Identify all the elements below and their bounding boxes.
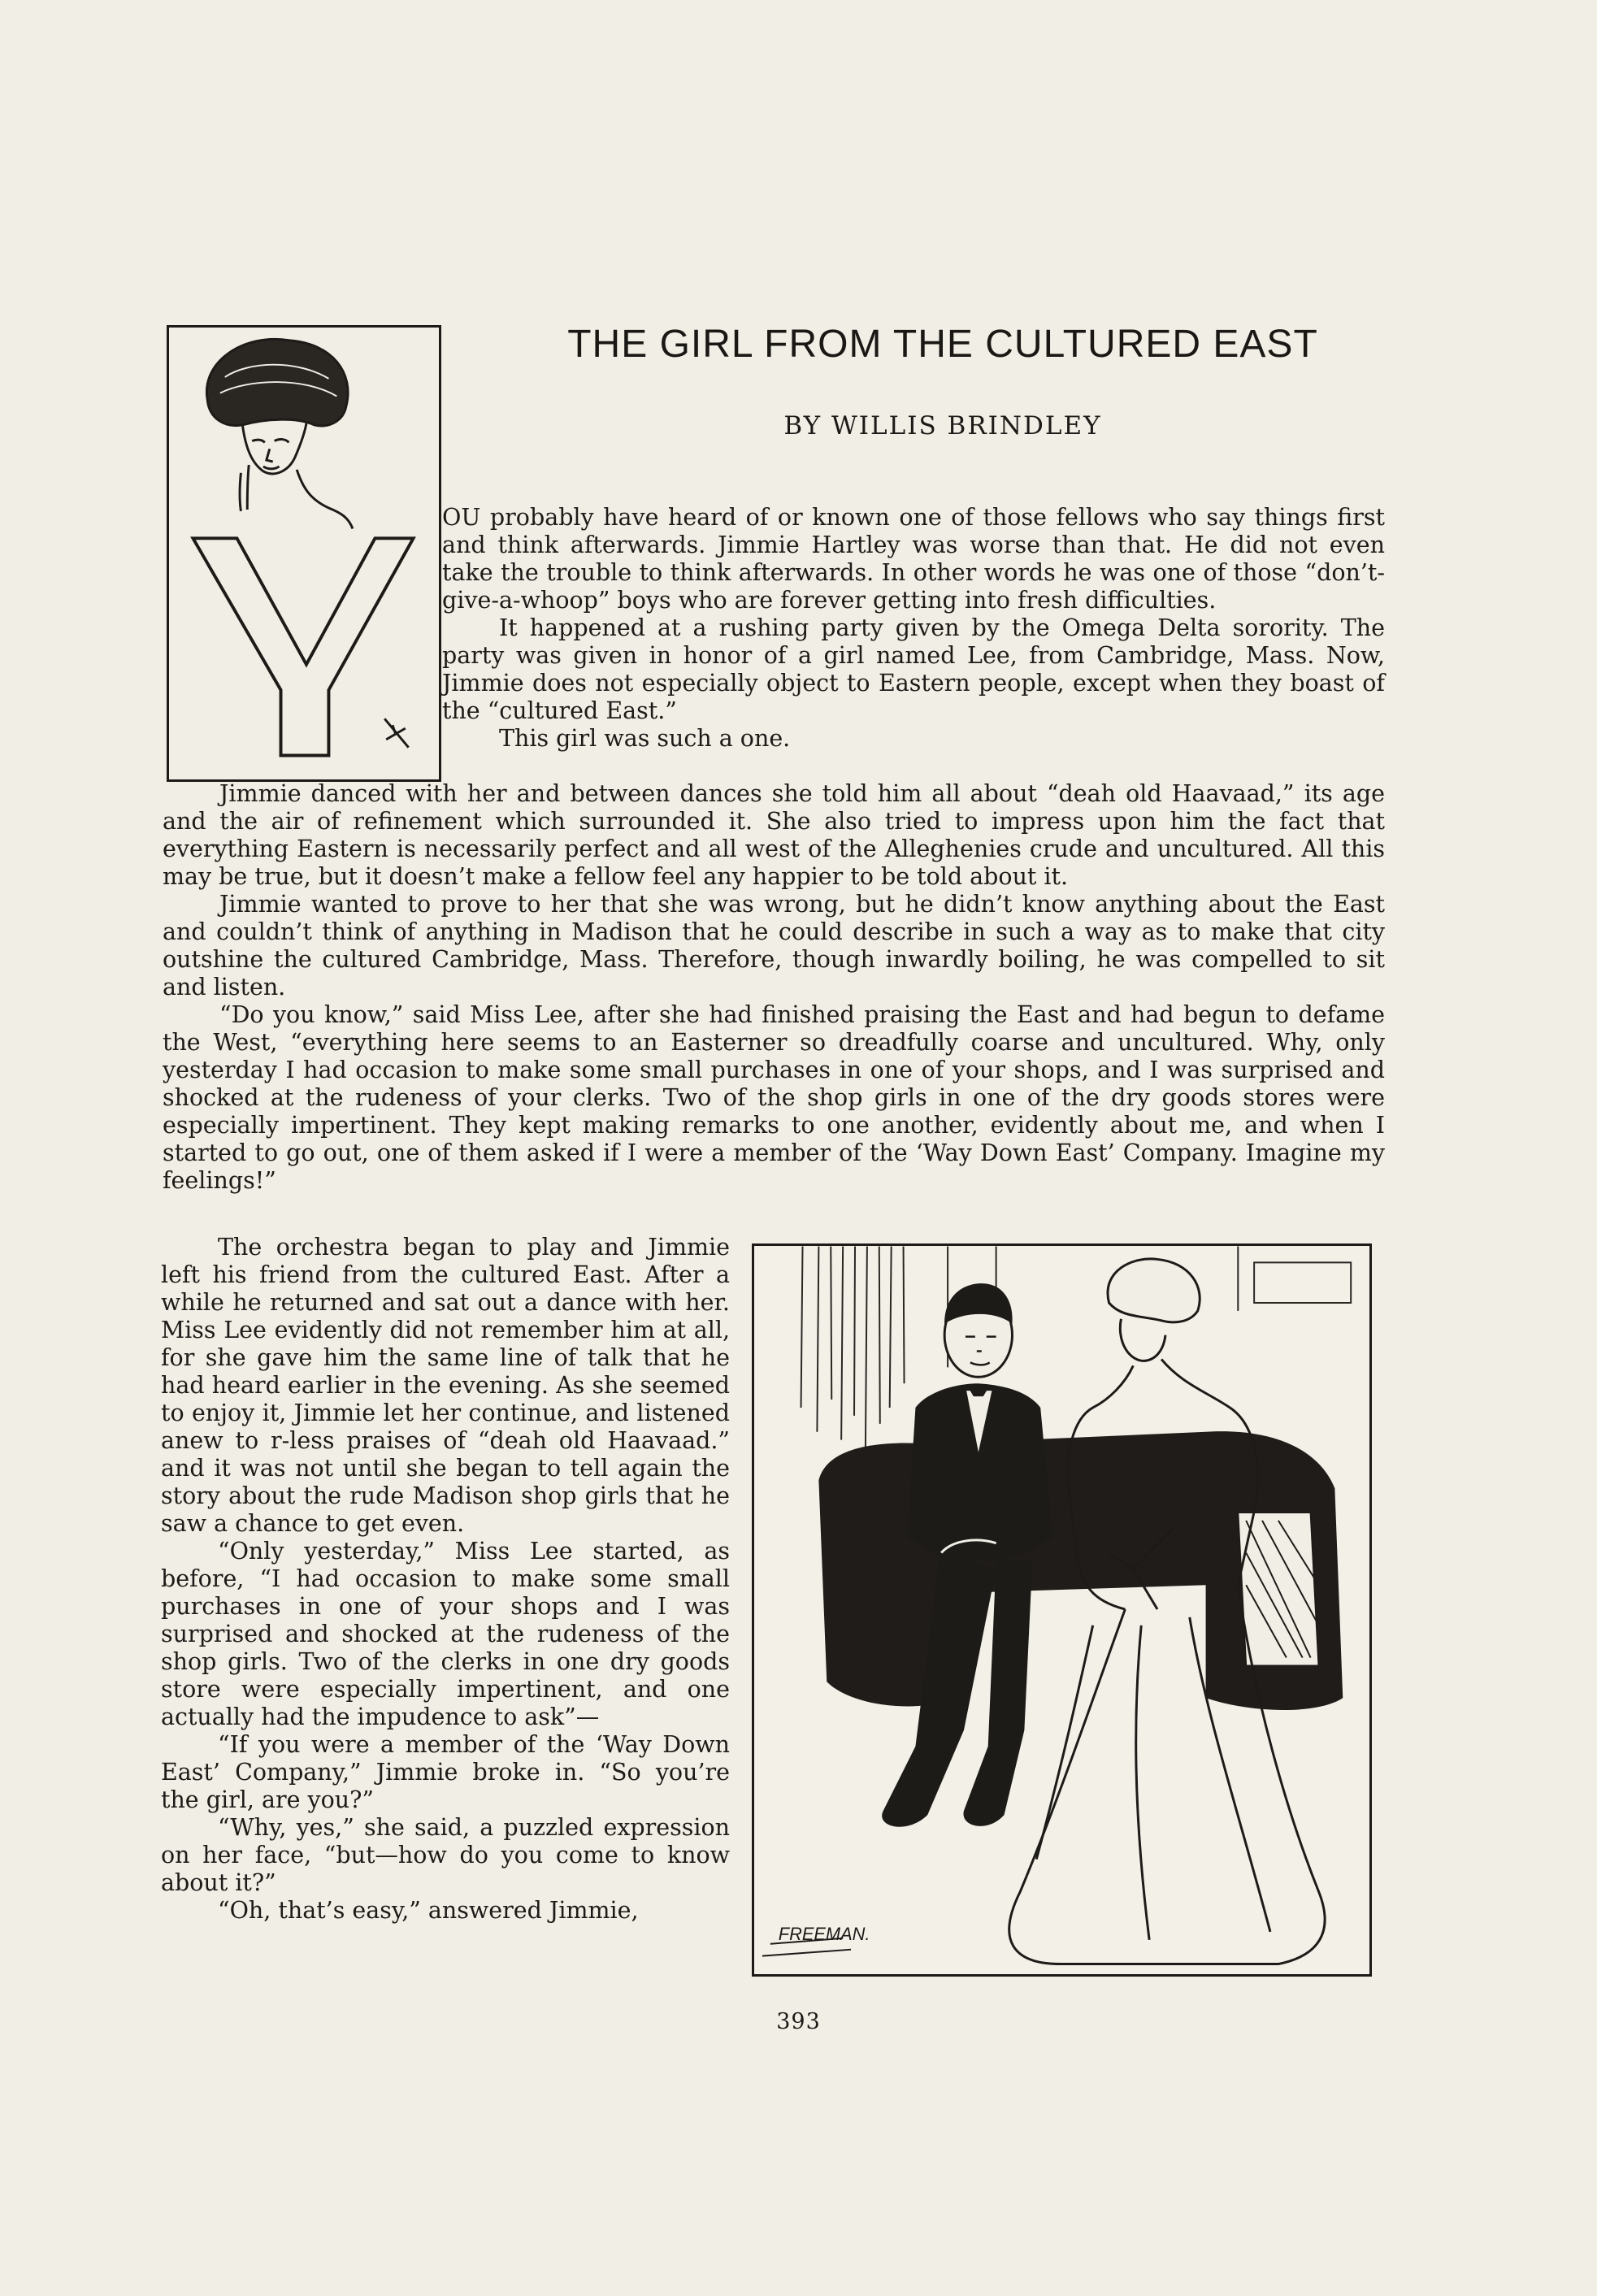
artist-signature: FREEMAN. [778, 1923, 870, 1944]
paragraph: Jimmie wanted to prove to her that she was wrong, but he didn’t know anything about the East and couldn’t think of anything in Madison that he could describe in such a way as to make that city outshine the cultured Cambridge, Mass. Therefore, though inwardly boiling, he was compelled to sit and listen. [163, 891, 1385, 1000]
text-column-left [161, 1234, 730, 1925]
paragraph: “If you were a member of the ‘Way Down East’ Company,” Jimmie broke in. “So you’re the girl, are you?” [161, 1731, 730, 1813]
text-column-top [442, 504, 1385, 753]
page-number: 393 [776, 2009, 821, 2034]
woman-head-drawing [206, 339, 353, 528]
paragraph: “Only yesterday,” Miss Lee started, as before, “I had occasion to make some small purchases in one of your shops and I was surprised and shocked at the rudeness of the shop girls. Two of the clerks in one dry goods store were especially impertinent, and one actually had the impudence to ask”— [161, 1538, 730, 1730]
paragraph: “Why, yes,” she said, a puzzled expression on her face, “but—how do you come to know about it?” [161, 1814, 730, 1896]
text-column-full-width [163, 780, 1385, 1195]
paragraph: “Oh, that’s easy,” answered Jimmie, [218, 1897, 639, 1924]
article-byline: BY WILLIS BRINDLEY [783, 411, 1102, 441]
artist-mark-icon [384, 718, 408, 747]
paragraph: This girl was such a one. [499, 725, 791, 752]
paragraph: OU probably have heard of or known one of those fellows who say things first and think afterwards. Jimmie Hartley was worse than that. He did not even take the trouble to think afterwards. In other words he was one of those “don’t-give-a-whoop” boys who are forever getting into fresh difficulties. [442, 504, 1385, 614]
paragraph: Jimmie danced with her and between dances she told him all about “deah old Haavaad,” its age and the air of refinement which surrounded it. She also tried to impress upon him the fact that everything Eastern is necessarily perfect and all west of the Alleghenies crude and uncultured. All this may be true, but it doesn’t make a fellow feel any happier to be told about it. [163, 780, 1385, 890]
article-title: THE GIRL FROM THE CULTURED EAST [567, 323, 1318, 366]
drop-cap-letter-Y [193, 538, 413, 755]
background-hatching [801, 1247, 1352, 1448]
drop-cap-illustration [167, 325, 441, 782]
paragraph: It happened at a rushing party given by the Omega Delta sorority. The party was given in honor of a girl named Lee, from Cambridge, Mass. Now, Jimmie does not especially object to Eastern people, except when they boast of the “cultured East.” [442, 614, 1385, 724]
couple-on-sofa-illustration [752, 1243, 1372, 1977]
paragraph: The orchestra began to play and Jimmie left his friend from the cultured East. After a while he returned and sat out a dance with her. Miss Lee evidently did not remember him at all, for she gave him the same line of talk that he had heard earlier in the evening. As she seemed to enjoy it, Jimmie let her continue, and listened anew to r-less praises of “deah old Haavaad.” and it was not until she began to tell again the story about the rude Madison shop girls that he saw a chance to get even. [161, 1234, 730, 1537]
paragraph: “Do you know,” said Miss Lee, after she had finished praising the East and had begun to defame the West, “everything here seems to an Easterner so dreadfully coarse and uncultured. Why, only yesterday I had occasion to make some small purchases in one of your shops, and I was surprised and shocked at the rudeness of your clerks. Two of the shop girls in one of the dry goods stores were especially impertinent. They kept making remarks to one another, evidently about me, and when I started to go out, one of them asked if I were a member of the ‘Way Down East’ Company. Imagine my feelings!” [163, 1001, 1385, 1194]
